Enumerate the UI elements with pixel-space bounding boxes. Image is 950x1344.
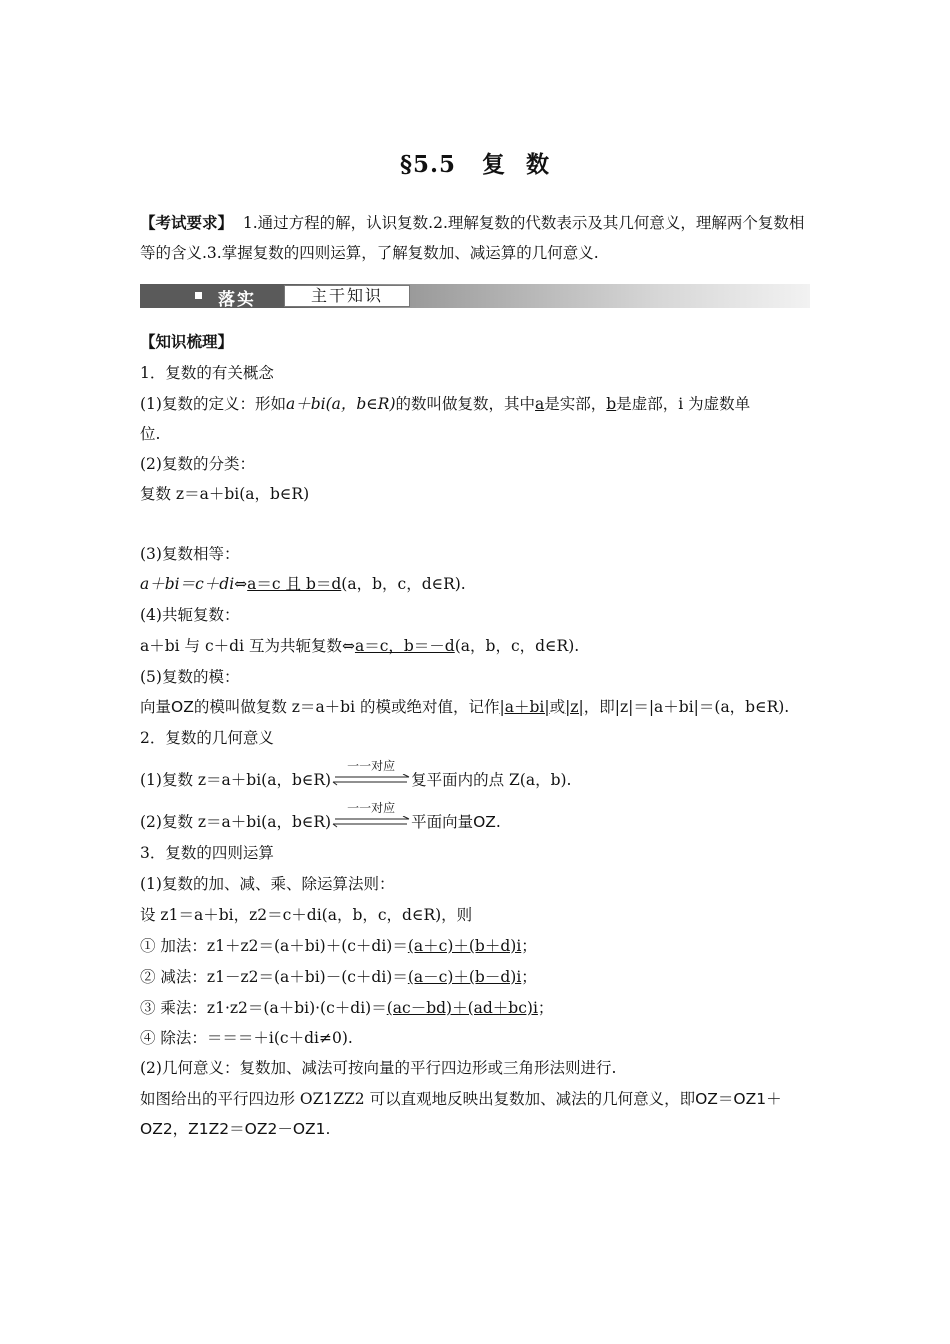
classification-title: (2)复数的分类：	[140, 455, 255, 473]
correspondence-arrow: 一一对应	[331, 814, 411, 832]
banner-left-label: 落实	[218, 290, 256, 310]
definition-line-2: 位.	[140, 425, 161, 443]
geometric-line-1: (1)复数 z＝a＋bi(a，b∈R) 一一对应 复平面内的点 Z(a，b).	[140, 759, 572, 789]
geometric-line-2: (2)复数 z＝a＋bi(a，b∈R) 一一对应 平面向量OZ.	[140, 801, 501, 831]
definition-line: (1)复数的定义：形如a＋bi(a，b∈R)的数叫做复数，其中a是实部，b是虚部，i 为虚数单	[140, 395, 751, 413]
bullet-icon	[195, 292, 202, 299]
section-banner	[140, 284, 810, 308]
equality-title: (3)复数相等：	[140, 545, 240, 563]
subtraction-line: ② 减法：z1－z2＝(a＋bi)－(c＋di)＝(a－c)＋(b－d)i；	[140, 968, 537, 986]
modulus-title: (5)复数的模：	[140, 668, 240, 686]
knowledge-heading: 【知识梳理】	[140, 332, 234, 351]
division-line: ④ 除法：＝＝＝＋i(c＋di≠0).	[140, 1029, 353, 1047]
requirements-tag: 【考试要求】	[140, 213, 234, 232]
modulus-line: 向量OZ的模叫做复数 z＝a＋bi 的模或绝对值，记作|a＋bi|或|z|，即|z|＝|a＋bi|＝(a，b∈R).	[140, 698, 790, 716]
page-title: §5.5 复 数	[399, 151, 551, 178]
parallelogram-line: 如图给出的平行四边形 OZ1ZZ2 可以直观地反映出复数加、减法的几何意义，即OZ＝OZ1＋	[140, 1090, 782, 1108]
double-arrow-icon	[331, 774, 411, 786]
double-arrow-icon	[331, 816, 411, 828]
multiplication-line: ③ 乘法：z1·z2＝(a＋bi)·(c＋di)＝(ac－bd)＋(ad＋bc)i；	[140, 999, 554, 1017]
setup-line: 设 z1＝a＋bi，z2＝c＋di(a，b，c，d∈R)，则	[140, 906, 473, 924]
conjugate-line: a＋bi 与 c＋di 互为共轭复数⇔a＝c，b＝－d(a，b，c，d∈R).	[140, 637, 580, 655]
conjugate-title: (4)共轭复数：	[140, 606, 240, 624]
classification-expr: 复数 z＝a＋bi(a，b∈R)	[140, 485, 310, 503]
geometric-meaning-line: (2)几何意义：复数加、减法可按向量的平行四边形或三角形法则进行.	[140, 1059, 617, 1077]
equality-line: a＋bi＝c＋di⇔a＝c 且 b＝d(a，b，c，d∈R).	[140, 575, 466, 593]
requirements-text: 1.通过方程的解，认识复数.2.理解复数的代数表示及其几何意义，理解两个复数相等的含义.3.掌握复数的四则运算，了解复数加、减运算的几何意义.	[140, 214, 805, 262]
addition-line: ① 加法：z1＋z2＝(a＋bi)＋(c＋di)＝(a＋c)＋(b＋d)i；	[140, 937, 537, 955]
exam-requirements	[140, 208, 812, 268]
parallelogram-line-2: OZ2，Z1Z2＝OZ2－OZ1.	[140, 1120, 331, 1138]
section-1-title: 1．复数的有关概念	[140, 364, 274, 382]
section-3-title: 3．复数的四则运算	[140, 844, 274, 862]
operations-title: (1)复数的加、减、乘、除运算法则：	[140, 875, 395, 893]
banner-right-label: 主干知识	[284, 285, 410, 307]
section-2-title: 2．复数的几何意义	[140, 729, 274, 747]
correspondence-arrow: 一一对应	[331, 772, 411, 790]
